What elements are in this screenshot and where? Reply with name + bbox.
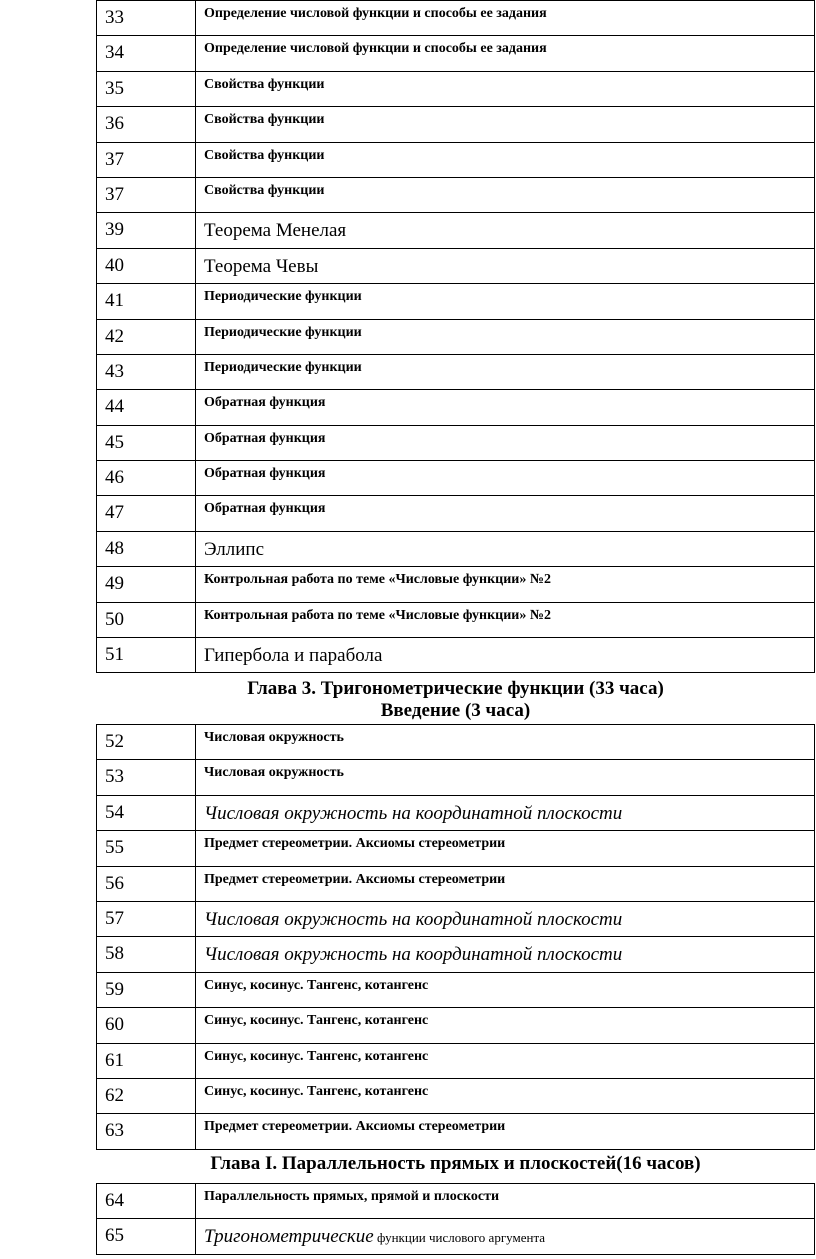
lesson-number: 48 (97, 531, 196, 566)
lesson-row (97, 1, 815, 36)
lesson-topic: Свойства функции (196, 177, 815, 212)
lesson-number: 61 (97, 1043, 196, 1078)
lesson-number: 37 (97, 142, 196, 177)
lesson-row (97, 354, 815, 389)
lesson-number: 37 (97, 177, 196, 212)
lesson-number: 57 (97, 901, 196, 936)
lesson-number: 55 (97, 831, 196, 866)
lesson-topic: Обратная функция (196, 390, 815, 425)
lesson-topic: Определение числовой функции и способы ее задания (196, 1, 815, 36)
lesson-topic: Предмет стереометрии. Аксиомы стереометрии (196, 1114, 815, 1149)
lesson-number: 43 (97, 354, 196, 389)
lesson-number: 58 (97, 937, 196, 972)
lesson-row (97, 831, 815, 866)
lesson-number: 42 (97, 319, 196, 354)
lesson-topic: Контрольная работа по теме «Числовые функции» №2 (196, 567, 815, 602)
lesson-topic-italic: Тригонометрические (204, 1226, 374, 1248)
lesson-number: 33 (97, 1, 196, 36)
lesson-number: 45 (97, 425, 196, 460)
section-title: Введение (3 часа) (380, 700, 531, 721)
lesson-number: 62 (97, 1078, 196, 1113)
lesson-topic: Числовая окружность на координатной плоскости (196, 795, 815, 830)
lesson-topic: Свойства функции (196, 71, 815, 106)
lesson-number: 51 (97, 638, 196, 673)
lesson-row (97, 248, 815, 283)
chapter-title: Глава 3. Тригонометрические функции (33 часа) (247, 678, 664, 699)
lesson-topic: Числовая окружность (196, 760, 815, 795)
lesson-row (97, 177, 815, 212)
lesson-number: 49 (97, 567, 196, 602)
lesson-row (97, 567, 815, 602)
lesson-topic: Обратная функция (196, 425, 815, 460)
lesson-row (97, 901, 815, 936)
lesson-number: 54 (97, 795, 196, 830)
lesson-topic: Синус, косинус. Тангенс, котангенс (196, 1078, 815, 1113)
lesson-number: 59 (97, 972, 196, 1007)
lesson-number: 52 (97, 725, 196, 760)
lessons-table-3 (96, 1183, 815, 1255)
lesson-row (97, 602, 815, 637)
lesson-number: 47 (97, 496, 196, 531)
lesson-topic: Свойства функции (196, 142, 815, 177)
lesson-number: 40 (97, 248, 196, 283)
lesson-number: 36 (97, 107, 196, 142)
lesson-row (97, 213, 815, 248)
lesson-topic: Обратная функция (196, 496, 815, 531)
lesson-row (97, 1114, 815, 1149)
chapter-heading (96, 678, 815, 722)
chapter-heading-2: Глава I. Параллельность прямых и плоскостей(16 часов) (210, 1153, 701, 1174)
lesson-row (97, 866, 815, 901)
lesson-number: 44 (97, 390, 196, 425)
lesson-topic: Эллипс (196, 531, 815, 566)
lesson-topic-rest: функции числового аргумента (373, 1230, 546, 1246)
lesson-topic: Синус, косинус. Тангенс, котангенс (196, 1008, 815, 1043)
lesson-topic: Контрольная работа по теме «Числовые функции» №2 (196, 602, 815, 637)
lesson-row (97, 760, 815, 795)
lesson-topic: Теорема Менелая (196, 213, 815, 248)
lesson-row (97, 638, 815, 673)
lessons-table-1 (96, 0, 815, 673)
lesson-topic: Периодические функции (196, 354, 815, 389)
lesson-topic: Числовая окружность на координатной плоскости (196, 901, 815, 936)
lesson-topic: Числовая окружность на координатной плоскости (196, 937, 815, 972)
lesson-topic: Обратная функция (196, 461, 815, 496)
lesson-row (97, 795, 815, 830)
lesson-topic: Предмет стереометрии. Аксиомы стереометрии (196, 831, 815, 866)
lesson-row (97, 461, 815, 496)
lesson-number: 34 (97, 36, 196, 71)
lesson-row (97, 725, 815, 760)
lesson-row (97, 496, 815, 531)
lesson-row (97, 1008, 815, 1043)
lesson-row (97, 1078, 815, 1113)
lesson-row (97, 937, 815, 972)
lesson-number: 60 (97, 1008, 196, 1043)
lesson-topic: Параллельность прямых, прямой и плоскости (196, 1184, 815, 1219)
lesson-topic: Предмет стереометрии. Аксиомы стереометрии (196, 866, 815, 901)
lesson-number: 63 (97, 1114, 196, 1149)
lesson-row (97, 319, 815, 354)
lesson-row (97, 36, 815, 71)
lesson-row (97, 972, 815, 1007)
lesson-row (97, 71, 815, 106)
lesson-topic: Теорема Чевы (196, 248, 815, 283)
lesson-number: 50 (97, 602, 196, 637)
lesson-number: 41 (97, 284, 196, 319)
lesson-topic: Определение числовой функции и способы ее задания (196, 36, 815, 71)
lessons-table-2 (96, 724, 815, 1150)
lesson-topic: Свойства функции (196, 107, 815, 142)
lesson-row (97, 425, 815, 460)
lesson-topic: Периодические функции (196, 319, 815, 354)
lesson-row (97, 1184, 815, 1219)
lesson-topic: Числовая окружность (196, 725, 815, 760)
lesson-row (97, 390, 815, 425)
lesson-row (97, 1219, 815, 1254)
lesson-topic (196, 1219, 815, 1254)
lesson-number: 65 (97, 1219, 196, 1254)
lesson-row (97, 531, 815, 566)
lesson-number: 39 (97, 213, 196, 248)
lesson-topic: Гипербола и парабола (196, 638, 815, 673)
lesson-row (97, 142, 815, 177)
lesson-row (97, 107, 815, 142)
lesson-number: 56 (97, 866, 196, 901)
lesson-topic: Синус, косинус. Тангенс, котангенс (196, 1043, 815, 1078)
lesson-number: 64 (97, 1184, 196, 1219)
lesson-topic: Синус, косинус. Тангенс, котангенс (196, 972, 815, 1007)
lesson-number: 53 (97, 760, 196, 795)
lesson-row (97, 284, 815, 319)
lesson-number: 46 (97, 461, 196, 496)
lesson-number: 35 (97, 71, 196, 106)
lesson-topic: Периодические функции (196, 284, 815, 319)
lesson-row (97, 1043, 815, 1078)
